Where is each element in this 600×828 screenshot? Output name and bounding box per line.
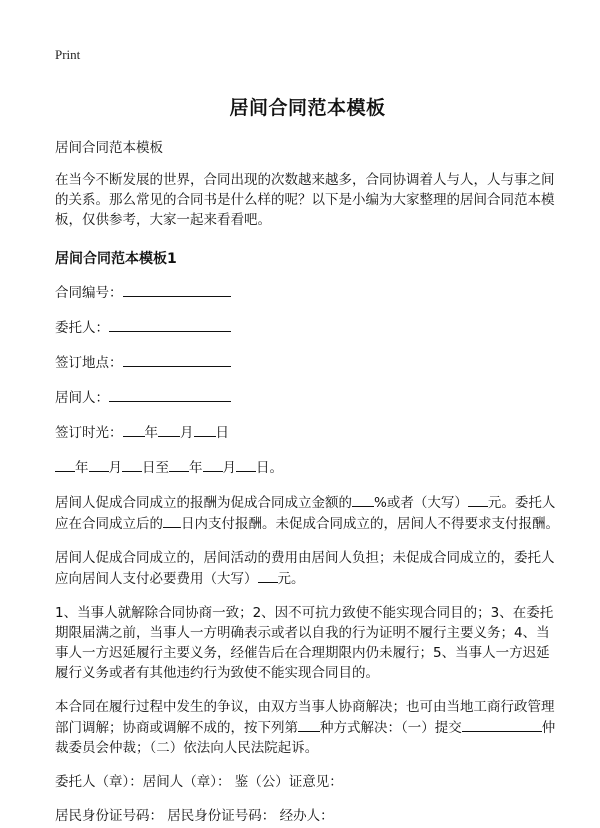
sign-month-label: 月 — [180, 425, 194, 441]
dispute-paragraph — [55, 697, 560, 758]
end-year-label: 年 — [189, 460, 203, 476]
document-subtitle: 居间合同范本模板 — [55, 140, 163, 156]
remuneration-paragraph — [55, 492, 560, 534]
intro-paragraph: 在当今不断发展的世界，合同出现的次数越来越多，合同协调着人与人，人与事之间的关系。那么常见的合同书是什么样的呢？以下是小编为大家整理的居间合同范本模板，仅供参考，大家一起来看看吧。 — [55, 172, 555, 228]
days-blank — [163, 513, 181, 528]
end-day-blank — [236, 457, 256, 472]
arbitration-blank — [462, 717, 542, 732]
method-blank — [298, 717, 320, 732]
end-month-blank — [203, 457, 223, 472]
percent-blank — [352, 492, 374, 507]
sign-year-label: 年 — [144, 425, 158, 441]
expenses-paragraph — [55, 548, 560, 589]
dispute-text-b: 种方式解决：（一）提交 — [320, 720, 462, 736]
client-blank — [109, 317, 231, 332]
signature-line-2: 居民身份证号码： 居民身份证号码： 经办人： — [55, 808, 334, 824]
client-row — [55, 317, 560, 338]
broker-row — [55, 387, 560, 408]
sign-place-blank — [123, 352, 231, 367]
sign-day-blank — [194, 422, 216, 437]
sign-time-label: 签订时光： — [55, 425, 123, 441]
signature-line-1: 委托人（章）：居间人（章）： 鉴（公）证意见： — [55, 774, 343, 790]
start-month-label: 月 — [108, 460, 122, 476]
end-month-label: 月 — [222, 460, 236, 476]
period-end-label: 日。 — [256, 460, 283, 476]
termination-paragraph: 1、当事人就解除合同协商一致；2、因不可抗力致使不能实现合同目的；3、在委托期限届满之前，当事人一方明确表示或者以自我的行为证明不履行主要义务；4、当事人一方迟延履行主要义务，经催告后在合理期限内仍未履行；5、当事人一方迟延履行义务或者有其他违约行为致使不能实现合同目的。 — [55, 605, 554, 681]
period-row — [55, 457, 560, 478]
remuneration-text-b: %或者（大写） — [374, 495, 468, 511]
amount-blank — [468, 492, 488, 507]
broker-blank — [109, 387, 231, 402]
dispute-text-c: 仲裁委员会仲裁；（二）依法向人民法院起诉。 — [55, 720, 556, 756]
sign-month-blank — [158, 422, 180, 437]
start-month-blank — [89, 457, 109, 472]
broker-label: 居间人： — [55, 390, 109, 406]
sign-day-label: 日 — [215, 425, 229, 441]
sign-place-label: 签订地点： — [55, 355, 123, 371]
contract-number-blank — [123, 282, 231, 297]
start-year-blank — [55, 457, 75, 472]
expenses-amount-blank — [258, 568, 278, 583]
print-link[interactable]: Print — [55, 47, 81, 62]
sign-year-blank — [123, 422, 145, 437]
sign-time-row — [55, 422, 560, 443]
start-day-blank — [122, 457, 142, 472]
client-label: 委托人： — [55, 320, 109, 336]
remuneration-text-c: 元。委托人应在合同成立后的 — [55, 495, 556, 532]
dispute-text-a: 本合同在履行过程中发生的争议，由双方当事人协商解决；也可由当地工商行政管理部门调解；协商或调解不成的，按下列第 — [55, 699, 555, 736]
end-year-blank — [169, 457, 189, 472]
section-heading: 居间合同范本模板1 — [55, 251, 177, 267]
expenses-text-a: 居间人促成合同成立的，居间活动的费用由居间人负担；未促成合同成立的，委托人应向居间人支付必要费用（大写） — [55, 550, 555, 587]
document-title: 居间合同范本模板 — [229, 97, 386, 119]
start-year-label: 年 — [75, 460, 89, 476]
sign-place-row — [55, 352, 560, 373]
remuneration-text-a: 居间人促成合同成立的报酬为促成合同成立金额的 — [55, 495, 352, 511]
contract-number-label: 合同编号： — [55, 285, 123, 301]
period-to-label: 日至 — [142, 460, 169, 476]
expenses-text-b: 元。 — [277, 571, 305, 587]
remuneration-text-d: 日内支付报酬。未促成合同成立的，居间人不得要求支付报酬。 — [181, 516, 559, 532]
contract-number-row — [55, 282, 560, 303]
